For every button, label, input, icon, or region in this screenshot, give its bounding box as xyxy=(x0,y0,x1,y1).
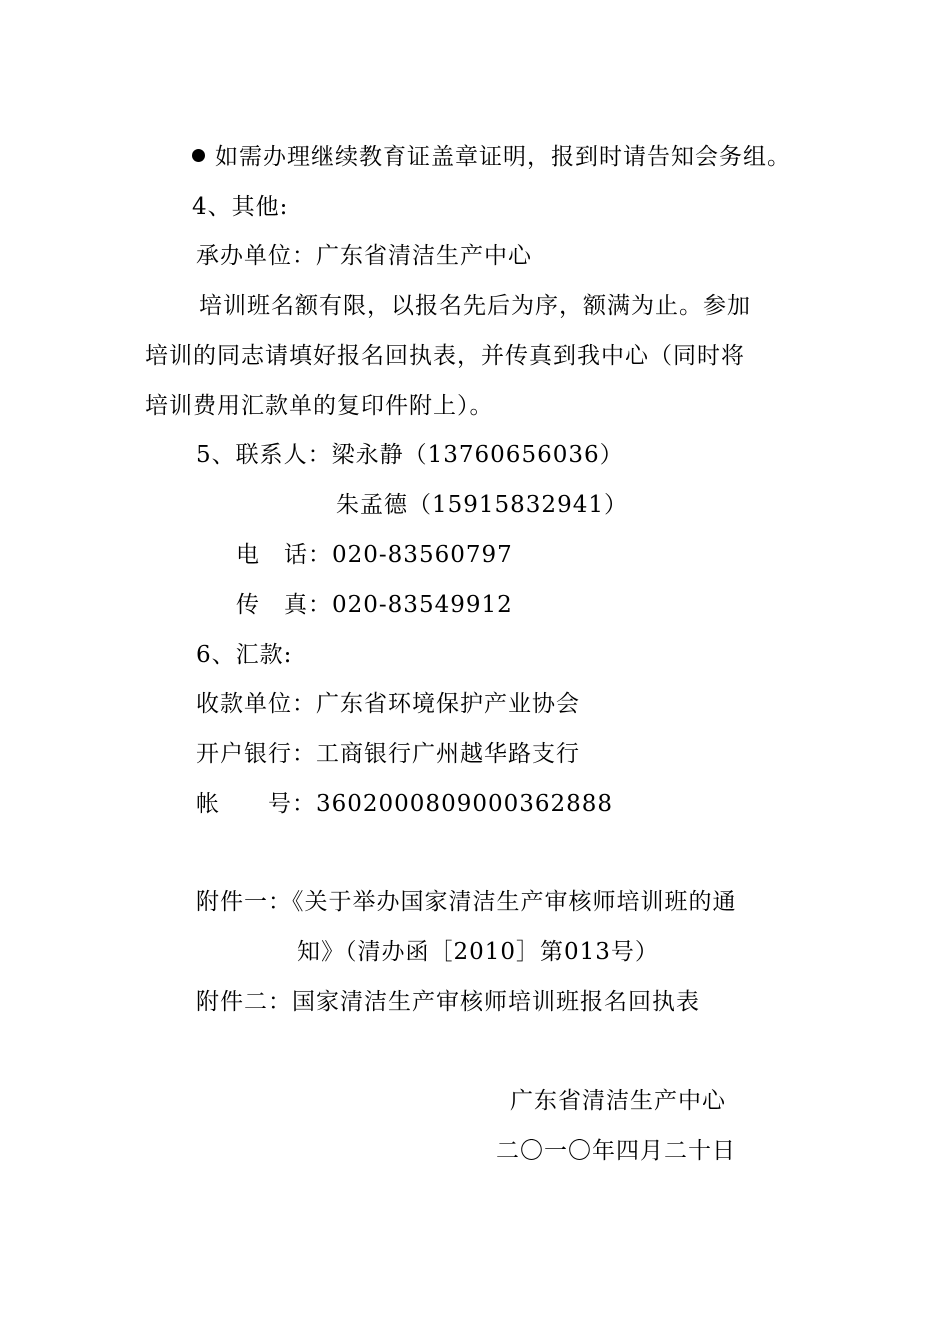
bullet-note-text: 如需办理继续教育证盖章证明，报到时请告知会务组。 xyxy=(215,144,791,170)
quota-para-line3: 培训费用汇款单的复印件附上）。 xyxy=(145,393,494,419)
phone-row xyxy=(236,540,513,570)
bank-line: 开户银行：工商银行广州越华路支行 xyxy=(196,741,580,767)
signature-org: 广东省清洁生产中心 xyxy=(510,1088,726,1114)
section4-heading: 4、其他: xyxy=(192,194,289,220)
contact-2: 朱孟德（15915832941） xyxy=(336,492,628,518)
quota-para-line2: 培训的同志请填好报名回执表，并传真到我中心（同时将 xyxy=(145,343,745,369)
account-label: 帐 号： xyxy=(196,791,316,817)
payee-line: 收款单位：广东省环境保护产业协会 xyxy=(196,691,580,717)
quota-para-line1: 培训班名额有限，以报名先后为序，额满为止。参加 xyxy=(199,293,751,319)
bullet-note xyxy=(192,142,791,172)
signature-date: 二〇一〇年四月二十日 xyxy=(496,1138,736,1164)
contact-label: 5、联系人： xyxy=(196,442,332,468)
section6-heading: 6、汇款: xyxy=(196,642,293,668)
attachment-1-line1: 附件一：《关于举办国家清洁生产审核师培训班的通 xyxy=(196,889,737,915)
contact-1: 梁永静（13760656036） xyxy=(331,442,624,468)
account-row xyxy=(196,789,613,819)
bullet-icon xyxy=(192,149,205,162)
organizer-line: 承办单位：广东省清洁生产中心 xyxy=(196,243,532,269)
phone-label: 电 话： xyxy=(236,542,332,568)
fax-label: 传 真： xyxy=(236,592,332,618)
attachment-1-line2: 知》（清办函［2010］第013号） xyxy=(297,939,659,965)
phone-number: 020-83560797 xyxy=(332,542,513,568)
fax-row xyxy=(236,590,513,620)
fax-number: 020-83549912 xyxy=(332,592,513,618)
contact-row-1 xyxy=(196,440,624,470)
account-number: 3602000809000362888 xyxy=(316,791,614,817)
attachment-2: 附件二：国家清洁生产审核师培训班报名回执表 xyxy=(196,989,700,1015)
